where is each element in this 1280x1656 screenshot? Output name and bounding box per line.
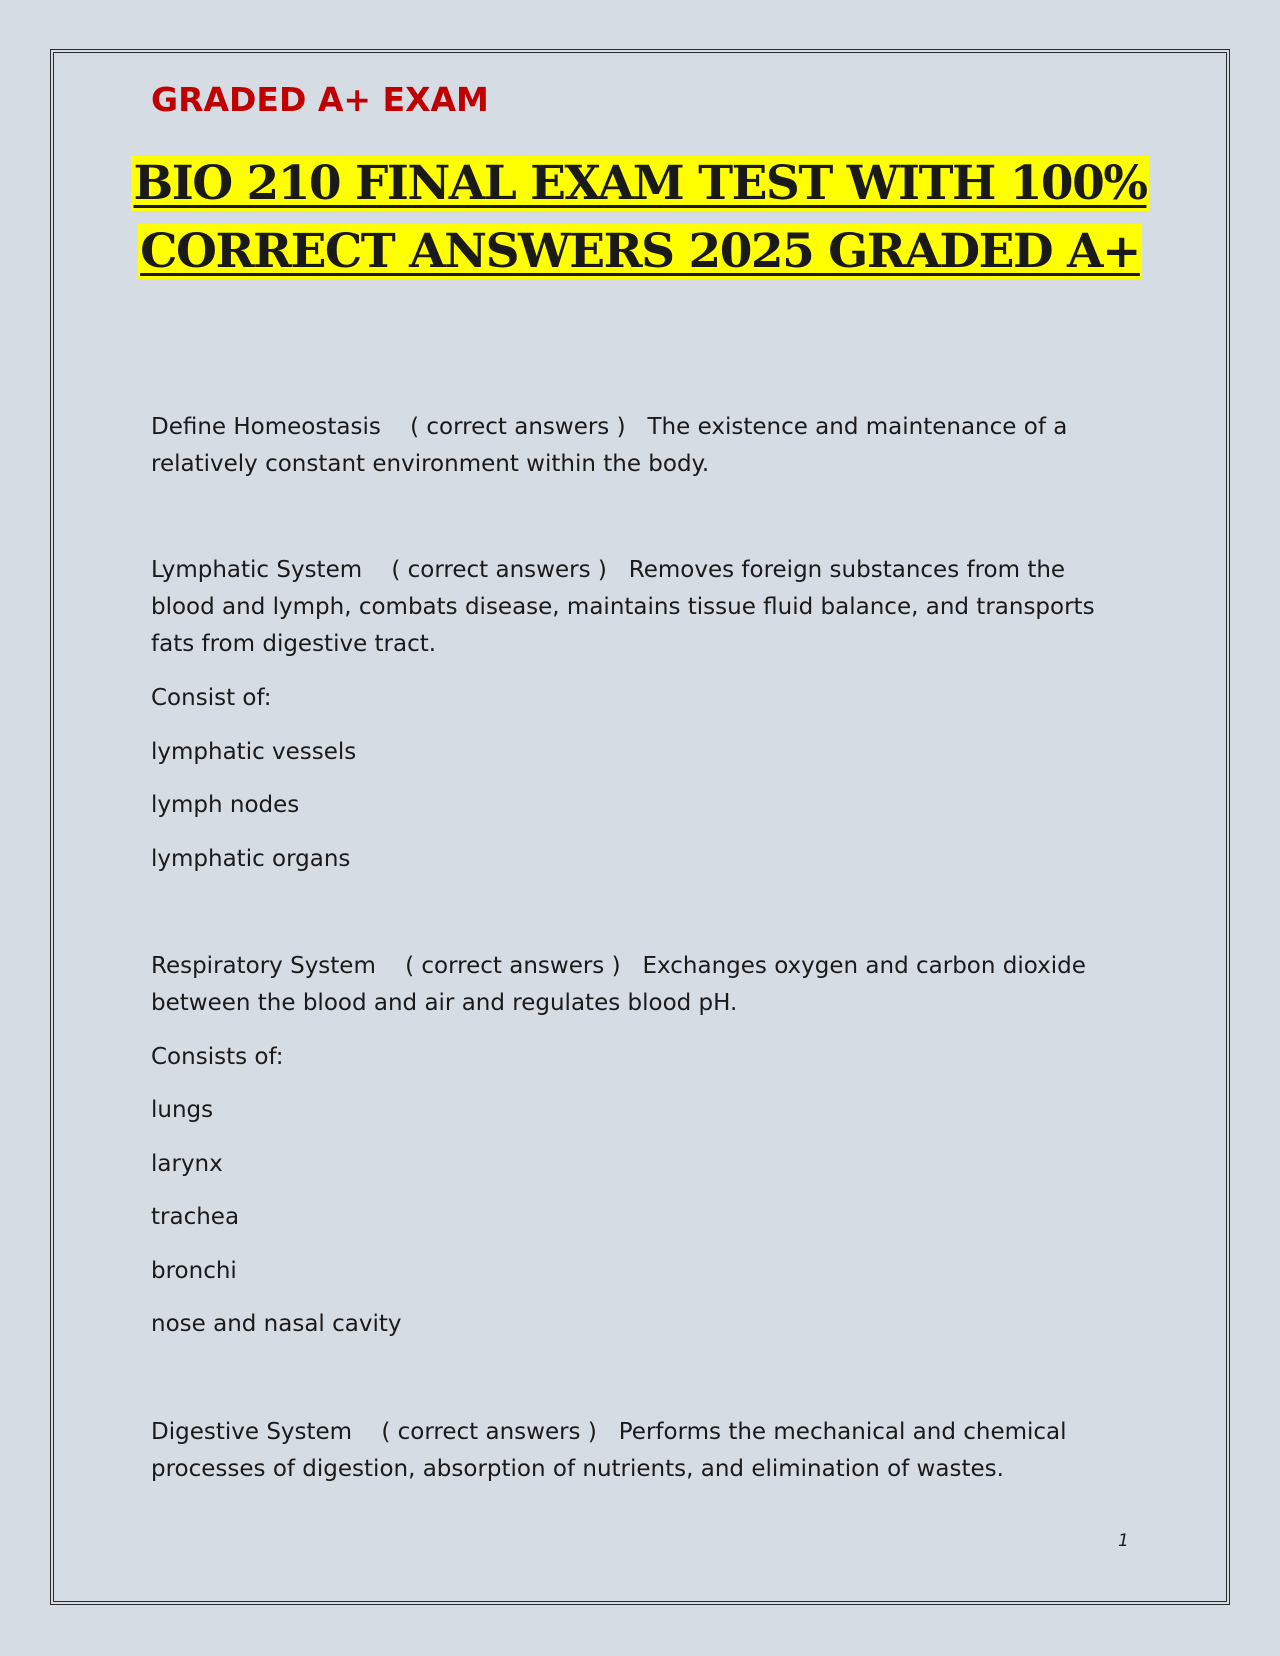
qa-answer: Exchanges oxygen and carbon dioxide between the blood and air and regulates blood pH.: [151, 953, 1086, 1016]
list-item: nose and nasal cavity: [151, 1311, 402, 1337]
qa-term: Lymphatic System: [151, 557, 363, 583]
qa-answer: Performs the mechanical and chemical processes of digestion, absorption of nutrients, and elimination of wastes.: [151, 1419, 1067, 1482]
qa-respiratory-system: [151, 948, 1116, 1022]
qa-digestive-system: [151, 1414, 1116, 1488]
qa-answer: The existence and maintenance of a relatively constant environment within the body.: [151, 414, 1068, 477]
qa-term: Respiratory System: [151, 953, 376, 979]
title-line-2: CORRECT ANSWERS 2025 GRADED A+: [140, 224, 1140, 279]
title-line-1: BIO 210 FINAL EXAM TEST WITH 100%: [133, 156, 1147, 211]
qa-term: Digestive System: [151, 1419, 353, 1445]
qa-tag: ( correct answers ): [410, 414, 626, 440]
qa-homeostasis: [151, 409, 1116, 483]
qa-answer: Removes foreign substances from the blood and lymph, combats disease, maintains tissue fluid balance, and transports fats from digestive tract.: [151, 557, 1095, 657]
list-item: lymphatic vessels: [151, 739, 357, 765]
list-item: lymphatic organs: [151, 846, 351, 872]
qa-tag: ( correct answers ): [381, 1419, 597, 1445]
list-item: lungs: [151, 1097, 214, 1123]
qa-tag: ( correct answers ): [405, 953, 621, 979]
list-item: bronchi: [151, 1258, 237, 1284]
qa-tag: ( correct answers ): [391, 557, 607, 583]
header-label: GRADED A+ EXAM: [151, 80, 489, 119]
list-heading: Consists of:: [151, 1044, 284, 1070]
page-number: 1: [1118, 1531, 1129, 1551]
document-title: [100, 150, 1180, 286]
list-item: larynx: [151, 1151, 223, 1177]
qa-lymphatic-system: [151, 552, 1116, 663]
qa-term: Define Homeostasis: [151, 414, 381, 440]
list-item: lymph nodes: [151, 792, 300, 818]
list-heading: Consist of:: [151, 685, 272, 711]
list-item: trachea: [151, 1204, 240, 1230]
